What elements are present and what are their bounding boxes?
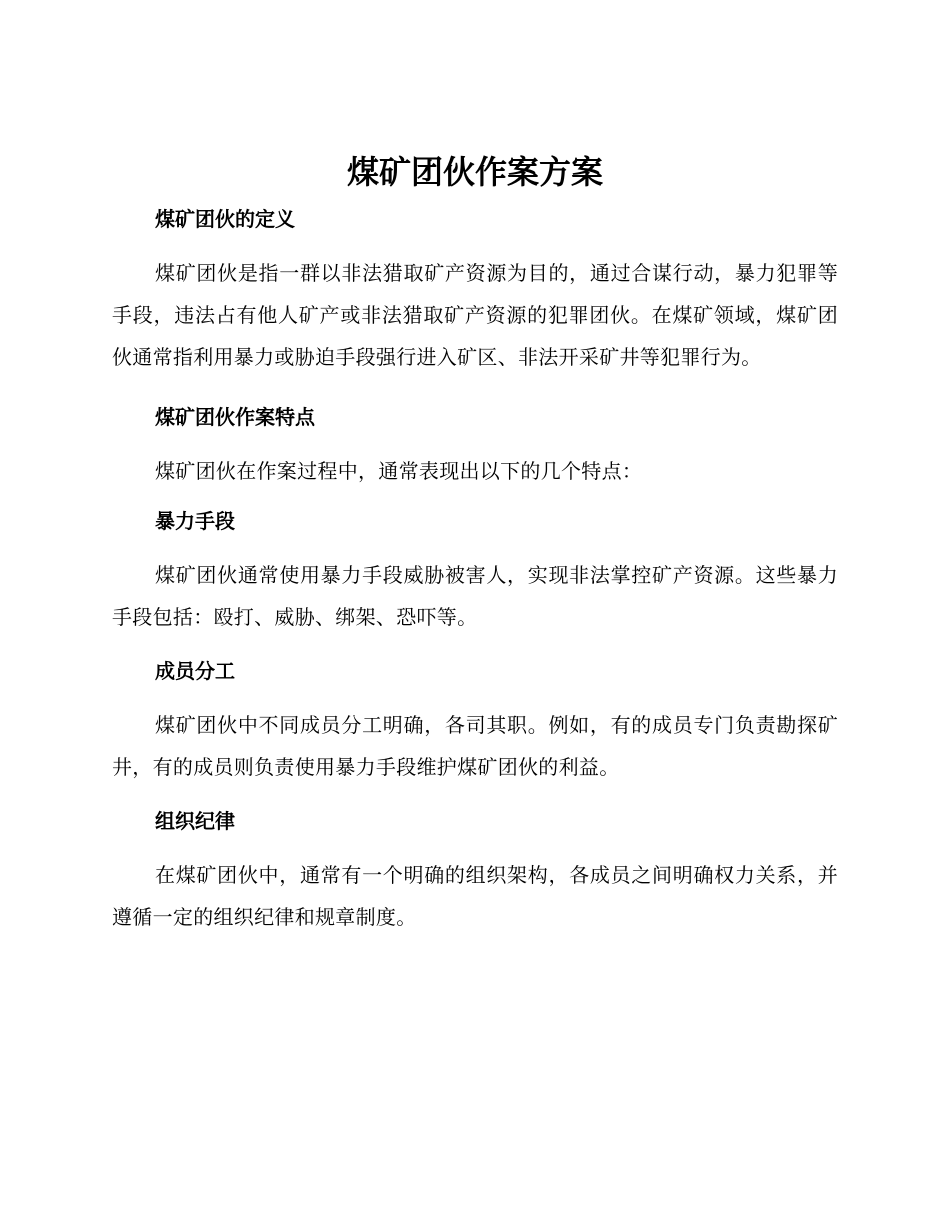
section-heading-characteristics: 煤矿团伙作案特点 [155,405,315,429]
section-paragraph-characteristics: 煤矿团伙在作案过程中，通常表现出以下的几个特点： [155,459,643,483]
document-body [112,200,838,938]
section-heading-discipline: 组织纪律 [155,809,235,833]
section-heading-division-of-labor: 成员分工 [155,659,235,683]
section-paragraph-division-of-labor: 煤矿团伙中不同成员分工明确，各司其职。例如，有的成员专门负责勘探矿井，有的成员则负责使用暴力手段维护煤矿团伙的利益。 [112,713,838,779]
section-paragraph-discipline: 在煤矿团伙中，通常有一个明确的组织架构，各成员之间明确权力关系，并遵循一定的组织纪律和规章制度。 [112,863,838,929]
document-title: 煤矿团伙作案方案 [346,153,603,191]
section-paragraph-definition: 煤矿团伙是指一群以非法猎取矿产资源为目的，通过合谋行动，暴力犯罪等手段，违法占有他人矿产或非法猎取矿产资源的犯罪团伙。在煤矿领域，煤矿团伙通常指利用暴力或胁迫手段强行进入矿区、非法开采矿井等犯罪行为。 [112,261,838,369]
section-paragraph-violence: 煤矿团伙通常使用暴力手段威胁被害人，实现非法掌控矿产资源。这些暴力手段包括：殴打、威胁、绑架、恐吓等。 [112,563,838,629]
section-heading-violence: 暴力手段 [155,509,235,533]
section-heading-definition: 煤矿团伙的定义 [155,207,295,231]
